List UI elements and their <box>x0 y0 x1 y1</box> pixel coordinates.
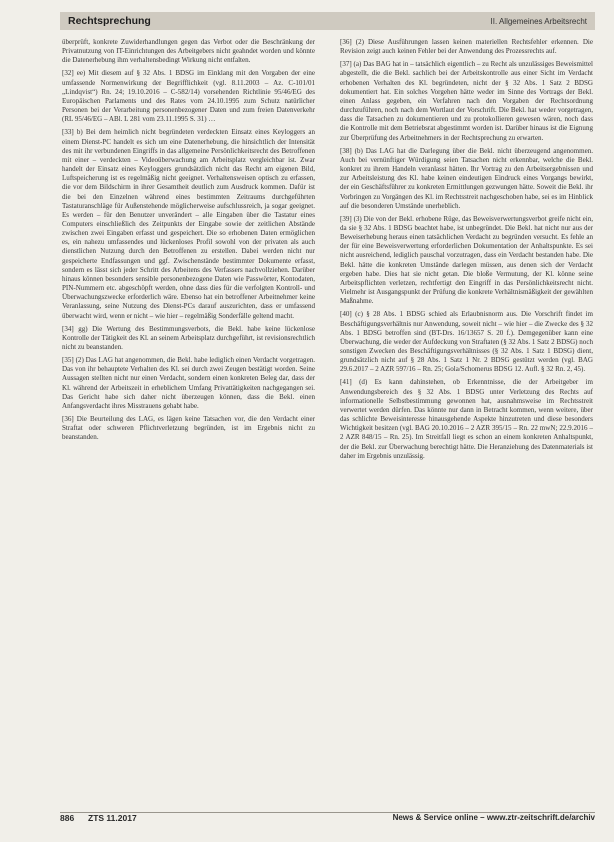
paragraph: [34] gg) Die Wertung des Bestimmungsverbots, die Bekl. habe keine lückenlose Kontrolle der Tätigkeit des Kl. an seinem Arbeitsplatz durchgeführt, ist revisionsrechtlich nicht zu beanstanden. <box>62 324 315 351</box>
page-footer <box>60 812 595 828</box>
journal-issue: ZTS 11.2017 <box>88 813 137 823</box>
page-number: 886 <box>60 813 75 823</box>
paragraph: [40] (c) § 28 Abs. 1 BDSG schied als Erlaubnisnorm aus. Die Vorschrift findet im Beschäftigungsverhältnis nur Anwendung, soweit nicht – wie hier – die Zwecke des § 32 Abs. 1 BDSG betroffen sind (BT-Drs. 16/13657 S. 20 f.). Demgegenüber kann eine Überwachung, die weder der Aufdeckung von Straftaten (§ 32 Abs. 1 Satz 2 BDSG) noch sonstigen Zwecken des Beschäftigungsverhältnisses (§ 32 Abs. 1 Satz 1 BDSG) dient, grundsätzlich nicht auf § 28 Abs. 1 Satz 1 Nr. 2 BDSG gestützt werden (vgl. BAG 29.6.2017 – 2 AZR 597/16 – Rn. 25; Gola/Schomerus BDSG 12. Aufl. § 32 Rn. 2, 45). <box>340 310 593 374</box>
paragraph: [35] (2) Das LAG hat angenommen, die Bekl. habe lediglich einen Verdacht vorgetragen. Das von ihr behauptete Verhalten des Kl. sei durch zwei Zeugen bestätigt worden. Seine Aussagen stellten nicht nur einen Verdacht, sondern einen konkreten Beleg dar, dass der Kl. während der Arbeitszeit in erheblichem Umfang Privattätigkeiten nachgegangen sei. Das Gericht habe sich daher nicht überzeugen können, dass die Bekl. einen Anfangsverdacht ihres Misstrauens gehabt habe. <box>62 356 315 410</box>
paragraph: [32] ee) Mit diesem auf § 32 Abs. 1 BDSG im Einklang mit den Vorgaben der eine umfassende Normenwirkung der Begrifflichkeit (vgl. 8.11.2003 – Az. C-101/01 „Lindqvist“) Rn. 24; 19.10.2016 – C-582/14) vorsehenden Richtlinie 95/46/EG des Europäischen Parlaments und des Rates vom 24.10.1995 zum Schutz natürlicher Personen bei der Verarbeitung personenbezogener Daten und zum freien Datenverkehr (RL 95/46/EG – ABl. L 281 vom 23.11.1995 S. 31) … <box>62 69 315 124</box>
paragraph: [41] (d) Es kann dahinstehen, ob Erkenntnisse, die der Arbeitgeber im Anwendungsbereich des § 32 Abs. 1 BDSG unter Verletzung des Rechts auf informationelle Selbstbestimmung gewonnen hat, ausnahmsweise im Rechtsstreit verwertet werden dürfen. Das könnte nur dann in Betracht kommen, wenn weitere, über das schlichte Beweisinteresse hinausgehende Aspekte hinzutreten und diese besonders Wichtigkeit besitzen (vgl. BAG 20.10.2016 – 2 AZR 395/15 – Rn. 22 mwN; 22.9.2016 – 2 AZR 848/15 – Rn. 25). Im Streitfall liegt es schon an einem konkreten Anhaltspunkt, der die Bekl. zur Überwachung berechtigt hätte. Die Heranziehung des Datenmaterials ist daher im Ergebnis unzulässig. <box>340 378 593 460</box>
right-column <box>340 38 593 808</box>
paragraph: [36] Die Beurteilung des LAG, es lägen keine Tatsachen vor, die den Verdacht einer Straftat oder schweren Pflichtverletzung begründen, ist im Ergebnis nicht zu beanstanden. <box>62 415 315 442</box>
archive-link: News & Service online – www.ztr-zeitschrift.de/archiv <box>392 813 595 822</box>
paragraph: [36] (2) Diese Ausführungen lassen keinen materiellen Rechtsfehler erkennen. Die Revision zeigt auch keinen Fehler bei der Anwendung des Prozessrechts auf. <box>340 38 593 56</box>
chapter-title: II. Allgemeines Arbeitsrecht <box>490 16 587 26</box>
paragraph: überprüft, konkrete Zuwiderhandlungen gegen das Verbot oder die Beschränkung der Privatnutzung von IT-Einrichtungen des Arbeitgebers nicht geahndet worden und könnte die Datenerhebung ihm verhaltensbedingt Wirkung nicht entfalten. <box>62 38 315 65</box>
paragraph: [39] (3) Die von der Bekl. erhobene Rüge, das Beweisverwertungsverbot greife nicht ein, da sie § 32 Abs. 1 BDSG beachtet habe, ist unbegründet. Die Bekl. hat nicht nur aus der Beweiserhebung heraus einen tatsächlichen Verdacht zu begründen versucht. Es fehle an der für eine Beweisverwertung erforderlichen Dokumentation der Anhaltspunkte. Es sei nicht ausreichend, lediglich pauschal vorzutragen, dass ein Verdacht bestanden habe. Die Bekl. hätte die konkreten Umstände darlegen müssen, aus denen sich der Verdacht ergeben habe. Dies hat sie nicht getan. Die bloße Vermutung, der Kl. könne seine Arbeitspflichten verletzen, rechtfertigt den Eingriff in das Persönlichkeitsrecht nicht. Vielmehr ist Ausgangspunkt der Prüfung die konkrete Verhältnismäßigkeit der gewählten Maßnahme. <box>340 214 593 306</box>
paragraph: [37] (a) Das BAG hat in – tatsächlich eigentlich – zu Recht als unzulässiges Beweismittel abgestellt, die die Bekl. sachlich bei der Arbeitskontrolle aus einer Sicht im Verdacht erhobenen Verhalten des Kl. begründeten, nicht der § 32 Abs. 1 Satz 2 BDSG dokumentiert hat. Ein solches Vorgehen hätte weder im Sinne des Vortrags der Bekl. einen Anlass gegeben, ein Verfahren nach den Vorgaben der Rechtsordnung durchzuführen, noch nach dem Wortlaut der Vorschrift. Die Bekl. hat weder vorgetragen, dass die Tatsachen zu dokumentieren und zu protokollieren gewesen wären, noch dass die Kontrolle mit dem Betriebsrat abgestimmt worden ist. Darüber hinaus ist die Eignung zur Überprüfung des Arbeitnehmers in der Rechtsprechung zu erwarten. <box>340 60 593 142</box>
left-column <box>62 38 315 808</box>
running-header <box>60 12 595 30</box>
section-title: Rechtsprechung <box>68 15 151 27</box>
body-columns <box>62 38 595 810</box>
paragraph: [38] (b) Das LAG hat die Darlegung über die Bekl. nicht überzeugend angenommen. Auch bei vernünftiger Würdigung seien Tatsachen nicht erkennbar, welche die Bekl. konkret zu ihrem Handeln veranlasst hätten. Ihr Vortrag zu den Arbeitsergebnissen und zur Arbeitsleistung des Kl. habe keinen eindeutigen Eindruck eines Vorgangs bewirkt, der ein Geschäftsführer zu konkreten Ermittlungen gezwungen hätte. Soweit die Bekl. ihr Vorbringen zu Vorgängen des Kl. im Rechtsstreit nachgeschoben habe, sei es im Hinblick auf die besonderen Umstände unerheblich. <box>340 146 593 210</box>
paragraph: [33] b) Bei dem heimlich nicht begründeten verdeckten Einsatz eines Keyloggers an einem Dienst-PC handelt es sich um eine Datenerhebung, die hinsichtlich der Intensität des mit ihr verbundenen Eingriffs in das allgemeine Persönlichkeitsrecht des Betroffenen mit einer – verdeckten – Videoüberwachung am Arbeitsplatz vergleichbar ist. Zwar handelt der Einsatz eines Keyloggers grundsätzlich nicht das Recht am eigenen Bild, Luftspeicherung ist es regelmäßig nicht geeignet. Verhaltensweisen optisch zu erfassen, die vor dem Bildschirm in ihrer Gesamtheit deutlich zum Ausdruck kommen. Dafür ist die bei den Einzelnen während eines bestimmten Zeitraums durchgeführten Tastaturanschläge für Außenstehende möglicherweise aufschlussreich, ja sogar geeignet. Es werden – für den Benutzer unverändert – alle Eingaben über die Tastatur eines Computers einschließlich des Zeitpunkts der Eingabe sowie der zeitlichen Abstände zwischen zwei Eingaben erfasst und gespeichert. Die so erhobenen Daten ermöglichen es, ein nahezu umfassendes und lückenloses Profil sowohl von der privaten als auch dienstlichen Nutzung durch den Betroffenen zu erstellen. Dabei werden nicht nur gespeicherte Endfassungen und ggf. Zwischenstände bestimmter Dokumente erfasst, sondern es lässt sich jeder Schritt des Arbeitens des Verfassers nachvollziehen. Darüber hinaus können besonders sensible personenbezogene Daten wie Passwörter, Kontodaten, PIN-Nummern etc. abgeschöpft werden, ohne dass dies für die verfolgten Kontroll- und Überwachungszwecke erforderlich wäre. Ebenso hat ein betroffener Arbeitnehmer keine Veranlassung, seine Nutzung des Dienst-PCs darauf auszurichten, dass er umfassend überwacht wird, wenn er nicht – wie hier – regelmäßig Sonderfälle geltend macht. <box>62 128 315 320</box>
